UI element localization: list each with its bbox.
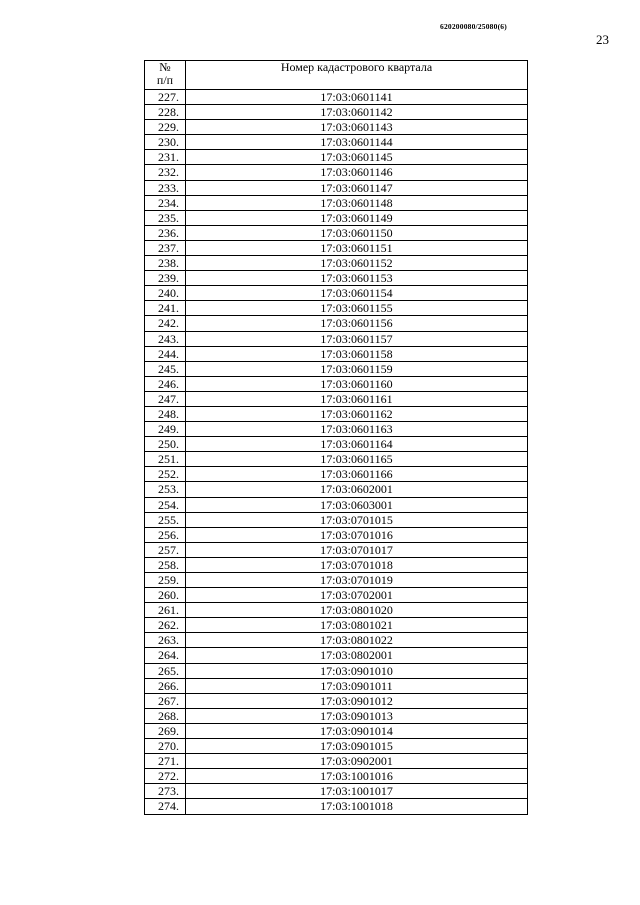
cadastral-number-cell: 17:03:0601153 [186,271,528,286]
row-number-cell: 250. [145,437,186,452]
cadastral-number-cell: 17:03:0701017 [186,542,528,557]
table-row [145,618,528,633]
table-row [145,588,528,603]
row-number-cell: 235. [145,210,186,225]
table-row [145,150,528,165]
row-number-cell: 265. [145,663,186,678]
table-row [145,376,528,391]
cadastral-number-cell: 17:03:1001017 [186,784,528,799]
row-number-cell: 234. [145,195,186,210]
row-number-cell: 273. [145,784,186,799]
table-row [145,346,528,361]
table-row [145,603,528,618]
column-header-cadastral: Номер кадастрового квартала [186,61,528,90]
cadastral-number-cell: 17:03:0801020 [186,603,528,618]
cadastral-number-cell: 17:03:0601148 [186,195,528,210]
cadastral-number-cell: 17:03:0601157 [186,331,528,346]
table-row [145,633,528,648]
cadastral-number-cell: 17:03:0601152 [186,256,528,271]
cadastral-number-cell: 17:03:0801021 [186,618,528,633]
cadastral-number-cell: 17:03:0601145 [186,150,528,165]
cadastral-number-cell: 17:03:0601163 [186,422,528,437]
row-number-cell: 239. [145,271,186,286]
cadastral-number-cell: 17:03:0701018 [186,557,528,572]
row-number-cell: 261. [145,603,186,618]
cadastral-number-cell: 17:03:0901011 [186,678,528,693]
table-row [145,331,528,346]
cadastral-number-cell: 17:03:0601151 [186,240,528,255]
row-number-cell: 228. [145,105,186,120]
cadastral-number-cell: 17:03:0601156 [186,316,528,331]
row-number-cell: 253. [145,482,186,497]
cadastral-number-cell: 17:03:1001016 [186,769,528,784]
cadastral-number-cell: 17:03:0601150 [186,225,528,240]
table-row [145,648,528,663]
row-number-cell: 233. [145,180,186,195]
row-number-cell: 258. [145,557,186,572]
table-row [145,678,528,693]
table-row [145,256,528,271]
table-row [145,799,528,814]
row-number-cell: 269. [145,723,186,738]
table-row [145,573,528,588]
column-header-number-abbr: п/п [156,73,174,87]
row-number-cell: 237. [145,240,186,255]
table-row [145,240,528,255]
cadastral-number-cell: 17:03:0901010 [186,663,528,678]
column-header-number [145,61,186,90]
table-row [145,739,528,754]
cadastral-number-cell: 17:03:0702001 [186,588,528,603]
table-row [145,769,528,784]
row-number-cell: 260. [145,588,186,603]
cadastral-number-cell: 17:03:0901012 [186,693,528,708]
cadastral-number-cell: 17:03:0601154 [186,286,528,301]
row-number-cell: 270. [145,739,186,754]
row-number-cell: 251. [145,452,186,467]
cadastral-number-cell: 17:03:0601149 [186,210,528,225]
cadastral-number-cell: 17:03:0601141 [186,90,528,105]
row-number-cell: 230. [145,135,186,150]
cadastral-number-cell: 17:03:0701016 [186,527,528,542]
row-number-cell: 263. [145,633,186,648]
cadastral-number-cell: 17:03:0601166 [186,467,528,482]
table-row [145,754,528,769]
table-row [145,542,528,557]
cadastral-number-cell: 17:03:0601146 [186,165,528,180]
row-number-cell: 238. [145,256,186,271]
row-number-cell: 274. [145,799,186,814]
cadastral-number-cell: 17:03:0601159 [186,361,528,376]
cadastral-number-cell: 17:03:0601158 [186,346,528,361]
row-number-cell: 242. [145,316,186,331]
table-row [145,557,528,572]
table-row [145,452,528,467]
row-number-cell: 236. [145,225,186,240]
table-row [145,180,528,195]
cadastral-number-cell: 17:03:0601144 [186,135,528,150]
table-row [145,693,528,708]
row-number-cell: 271. [145,754,186,769]
table-row [145,527,528,542]
table-row [145,195,528,210]
table-body [145,90,528,815]
row-number-cell: 257. [145,542,186,557]
cadastral-number-cell: 17:03:0601161 [186,391,528,406]
table-row [145,467,528,482]
cadastral-number-cell: 17:03:0901013 [186,708,528,723]
cadastral-number-cell: 17:03:0601147 [186,180,528,195]
document-code: 620200080/25080(6) [440,22,507,31]
cadastral-number-cell: 17:03:1001018 [186,799,528,814]
table-row [145,512,528,527]
table-row [145,135,528,150]
table-row [145,784,528,799]
row-number-cell: 227. [145,90,186,105]
table-row [145,301,528,316]
row-number-cell: 231. [145,150,186,165]
row-number-cell: 252. [145,467,186,482]
table-row [145,361,528,376]
cadastral-number-cell: 17:03:0601155 [186,301,528,316]
table-row [145,316,528,331]
cadastral-number-cell: 17:03:0802001 [186,648,528,663]
row-number-cell: 254. [145,497,186,512]
row-number-cell: 268. [145,708,186,723]
row-number-cell: 255. [145,512,186,527]
table-row [145,437,528,452]
cadastral-number-cell: 17:03:0603001 [186,497,528,512]
cadastral-number-cell: 17:03:0801022 [186,633,528,648]
row-number-cell: 262. [145,618,186,633]
table-row [145,210,528,225]
table-row [145,497,528,512]
table-row [145,105,528,120]
row-number-cell: 256. [145,527,186,542]
table-row [145,90,528,105]
row-number-cell: 244. [145,346,186,361]
row-number-cell: 272. [145,769,186,784]
row-number-cell: 246. [145,376,186,391]
column-header-number-symbol: № [159,60,171,74]
cadastral-number-cell: 17:03:0902001 [186,754,528,769]
cadastral-number-cell: 17:03:0601164 [186,437,528,452]
row-number-cell: 240. [145,286,186,301]
row-number-cell: 245. [145,361,186,376]
table-row [145,286,528,301]
row-number-cell: 266. [145,678,186,693]
row-number-cell: 267. [145,693,186,708]
table-row [145,723,528,738]
row-number-cell: 249. [145,422,186,437]
table-row [145,271,528,286]
table-row [145,482,528,497]
cadastral-number-cell: 17:03:0601162 [186,406,528,421]
row-number-cell: 241. [145,301,186,316]
table-row [145,406,528,421]
cadastral-number-cell: 17:03:0901014 [186,723,528,738]
cadastral-number-cell: 17:03:0601160 [186,376,528,391]
table-header-row [145,61,528,90]
cadastral-number-cell: 17:03:0601142 [186,105,528,120]
cadastral-number-cell: 17:03:0701019 [186,573,528,588]
row-number-cell: 264. [145,648,186,663]
row-number-cell: 247. [145,391,186,406]
table-row [145,165,528,180]
row-number-cell: 232. [145,165,186,180]
cadastral-number-cell: 17:03:0701015 [186,512,528,527]
table-row [145,422,528,437]
row-number-cell: 259. [145,573,186,588]
cadastral-number-cell: 17:03:0601165 [186,452,528,467]
table-row [145,391,528,406]
cadastral-number-cell: 17:03:0601143 [186,120,528,135]
table-row [145,663,528,678]
row-number-cell: 248. [145,406,186,421]
row-number-cell: 229. [145,120,186,135]
row-number-cell: 243. [145,331,186,346]
cadastral-number-cell: 17:03:0901015 [186,739,528,754]
cadastral-number-cell: 17:03:0602001 [186,482,528,497]
page-number: 23 [596,32,609,47]
table-row [145,120,528,135]
table-row [145,708,528,723]
cadastral-table [144,60,528,815]
table-row [145,225,528,240]
